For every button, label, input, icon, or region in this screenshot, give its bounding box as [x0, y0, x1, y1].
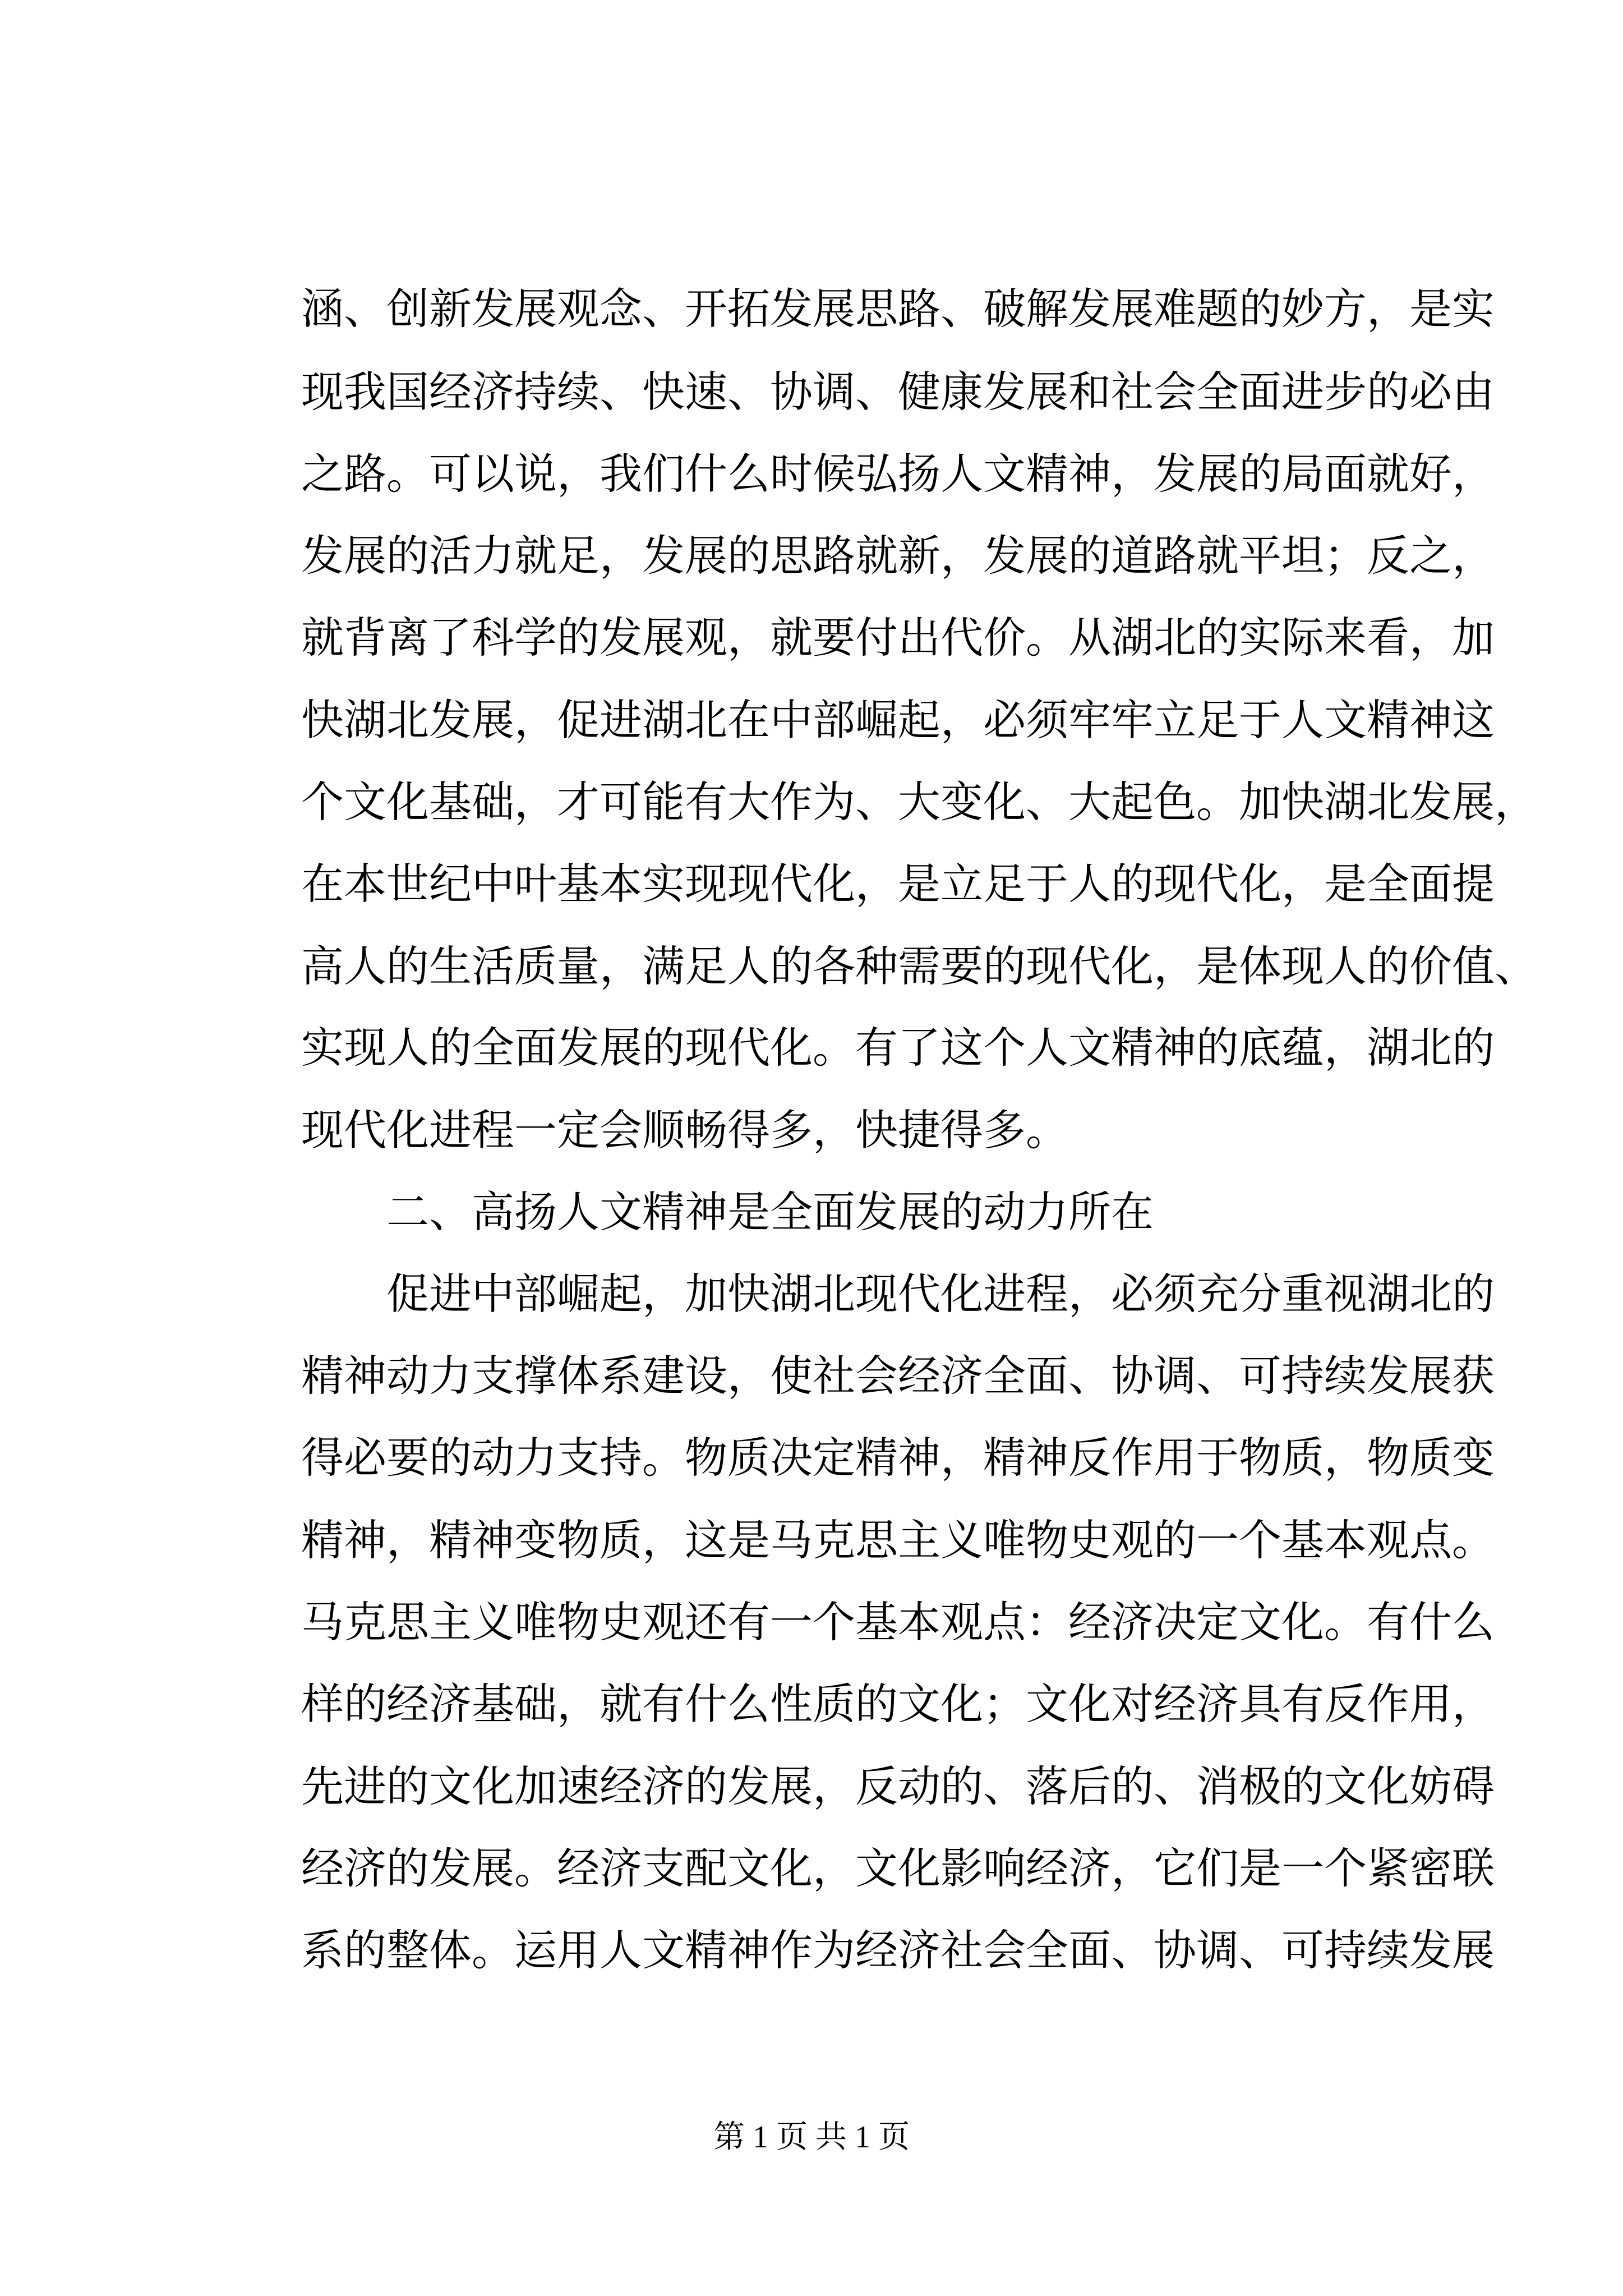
- text-line: 之路。可以说，我们什么时候弘扬人文精神，发展的局面就好，: [301, 451, 1495, 498]
- text-line: 高人的生活质量，满足人的各种需要的现代化，是体现人的价值、: [301, 944, 1537, 991]
- text-line: 样的经济基础，就有什么性质的文化；文化对经济具有反作用，: [301, 1681, 1495, 1728]
- text-line: 系的整体。运用人文精神作为经济社会全面、协调、可持续发展: [301, 1927, 1495, 1975]
- text-line: 在本世纪中叶基本实现现代化，是立足于人的现代化，是全面提: [301, 861, 1495, 908]
- text-line: 经济的发展。经济支配文化，文化影响经济，它们是一个紧密联: [301, 1846, 1495, 1893]
- text-line: 现我国经济持续、快速、协调、健康发展和社会全面进步的必由: [301, 369, 1495, 416]
- text-line: 得必要的动力支持。物质决定精神，精神反作用于物质，物质变: [301, 1435, 1495, 1482]
- text-line: 马克思主义唯物史观还有一个基本观点：经济决定文化。有什么: [301, 1599, 1495, 1646]
- text-line: 精神动力支撑体系建设，使社会经济全面、协调、可持续发展获: [301, 1353, 1495, 1400]
- text-line: 发展的活力就足，发展的思路就新，发展的道路就平坦；反之，: [301, 533, 1495, 580]
- text-line: 现代化进程一定会顺畅得多，快捷得多。: [301, 1107, 1068, 1154]
- section-heading: 二、高扬人文精神是全面发展的动力所在: [301, 1189, 1154, 1236]
- page-footer: 第 1 页 共 1 页: [713, 2120, 910, 2155]
- text-line: 先进的文化加速经济的发展，反动的、落后的、消极的文化妨碍: [301, 1764, 1495, 1811]
- text-line: 快湖北发展，促进湖北在中部崛起，必须牢牢立足于人文精神这: [301, 697, 1495, 744]
- text-line: 实现人的全面发展的现代化。有了这个人文精神的底蕴，湖北的: [301, 1025, 1495, 1072]
- text-line: 促进中部崛起，加快湖北现代化进程，必须充分重视湖北的: [301, 1271, 1495, 1318]
- text-line: 精神，精神变物质，这是马克思主义唯物史观的一个基本观点。: [301, 1517, 1495, 1565]
- text-line: 个文化基础，才可能有大作为、大变化、大起色。加快湖北发展，: [301, 779, 1537, 826]
- text-line: 涵、创新发展观念、开拓发展思路、破解发展难题的妙方，是实: [301, 286, 1495, 333]
- text-line: 就背离了科学的发展观，就要付出代价。从湖北的实际来看，加: [301, 615, 1495, 662]
